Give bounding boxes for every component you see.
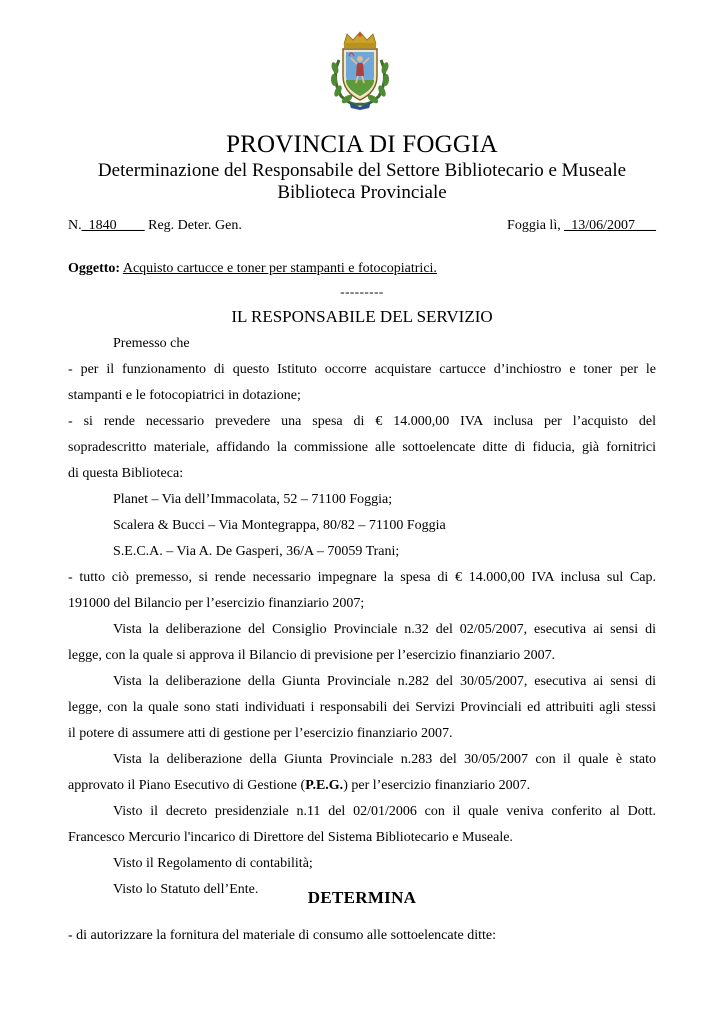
registration-date: Foggia lì, _13/06/2007___: [507, 218, 656, 233]
document-body: [68, 331, 656, 903]
body-line: il potere di assumere atti di gestione per l’esercizio finanziario 2007.: [68, 726, 453, 741]
separator: ---------: [340, 284, 384, 299]
province-title: PROVINCIA DI FOGGIA: [226, 131, 498, 158]
body-line: Vista la deliberazione della Giunta Provinciale n.283 del 30/05/2007 con il quale è stato: [113, 752, 656, 767]
peg-abbreviation: P.E.G.: [305, 778, 344, 793]
coat-of-arms-emblem: [327, 30, 393, 110]
subject-line: [68, 260, 437, 278]
body-line: Visto il Regolamento di contabilità;: [113, 856, 313, 871]
body-line: Vista la deliberazione del Consiglio Provinciale n.32 del 02/05/2007, esecutiva ai sensi di: [113, 622, 656, 637]
body-line: - per il funzionamento di questo Istituto occorre acquistare cartucce d’inchiostro e toner per le: [68, 362, 656, 377]
registration-number: N._1840____ Reg. Deter. Gen.: [68, 218, 242, 233]
body-line: Visto il decreto presidenziale n.11 del 02/01/2006 con il quale veniva conferito al Dott.: [113, 804, 656, 819]
body-line: stampanti e le fotocopiatrici in dotazione;: [68, 388, 301, 403]
subject-label: Oggetto:: [68, 261, 121, 276]
body-line: di questa Biblioteca:: [68, 466, 184, 481]
body-line: Visto lo Statuto dell’Ente.: [113, 882, 259, 897]
body-line: - tutto ciò premesso, si rende necessario impegnare la spesa di € 14.000,00 IVA inclusa sul Cap.: [68, 570, 656, 585]
final-line: - di autorizzare la fornitura del materiale di consumo alle sottoelencate ditte:: [68, 928, 496, 943]
supplier-item: S.E.C.A. – Via A. De Gasperi, 36/A – 70059 Trani;: [113, 544, 400, 559]
determina-heading: DETERMINA: [307, 888, 417, 907]
subject-text: Acquisto cartucce e toner per stampanti e fotocopiatrici.: [122, 261, 437, 276]
body-line: Vista la deliberazione della Giunta Provinciale n.282 del 30/05/2007, esecutiva ai sensi di: [113, 674, 656, 689]
department-subtitle: Determinazione del Responsabile del Settore Bibliotecario e Museale: [97, 160, 627, 181]
body-line: sopradescritto materiale, affidando la commissione alle sottoelencate ditte di fiducia, già fornitrici: [68, 440, 656, 455]
body-line: approvato il Piano Esecutivo di Gestione (P.E.G.) per l’esercizio finanziario 2007.: [68, 778, 531, 793]
body-line: 191000 del Bilancio per l’esercizio finanziario 2007;: [68, 596, 365, 611]
body-line: Francesco Mercurio l'incarico di Direttore del Sistema Bibliotecario e Museale.: [68, 830, 513, 845]
supplier-item: Planet – Via dell’Immacolata, 52 – 71100 Foggia;: [113, 492, 393, 507]
library-subtitle: Biblioteca Provinciale: [277, 182, 447, 203]
body-line: - si rende necessario prevedere una spesa di € 14.000,00 IVA inclusa per l’acquisto del: [68, 414, 656, 429]
body-line: Premesso che: [113, 336, 190, 351]
body-line: legge, con la quale si approva il Bilancio di previsione per l’esercizio finanziario 2007.: [68, 648, 556, 663]
body-line: legge, con la quale sono stati individuati i responsabili dei Servizi Provinciali ed attribuiti agli stessi: [68, 700, 656, 715]
supplier-item: Scalera & Bucci – Via Montegrappa, 80/82 – 71100 Foggia: [113, 518, 446, 533]
section-heading: IL RESPONSABILE DEL SERVIZIO: [231, 307, 493, 326]
